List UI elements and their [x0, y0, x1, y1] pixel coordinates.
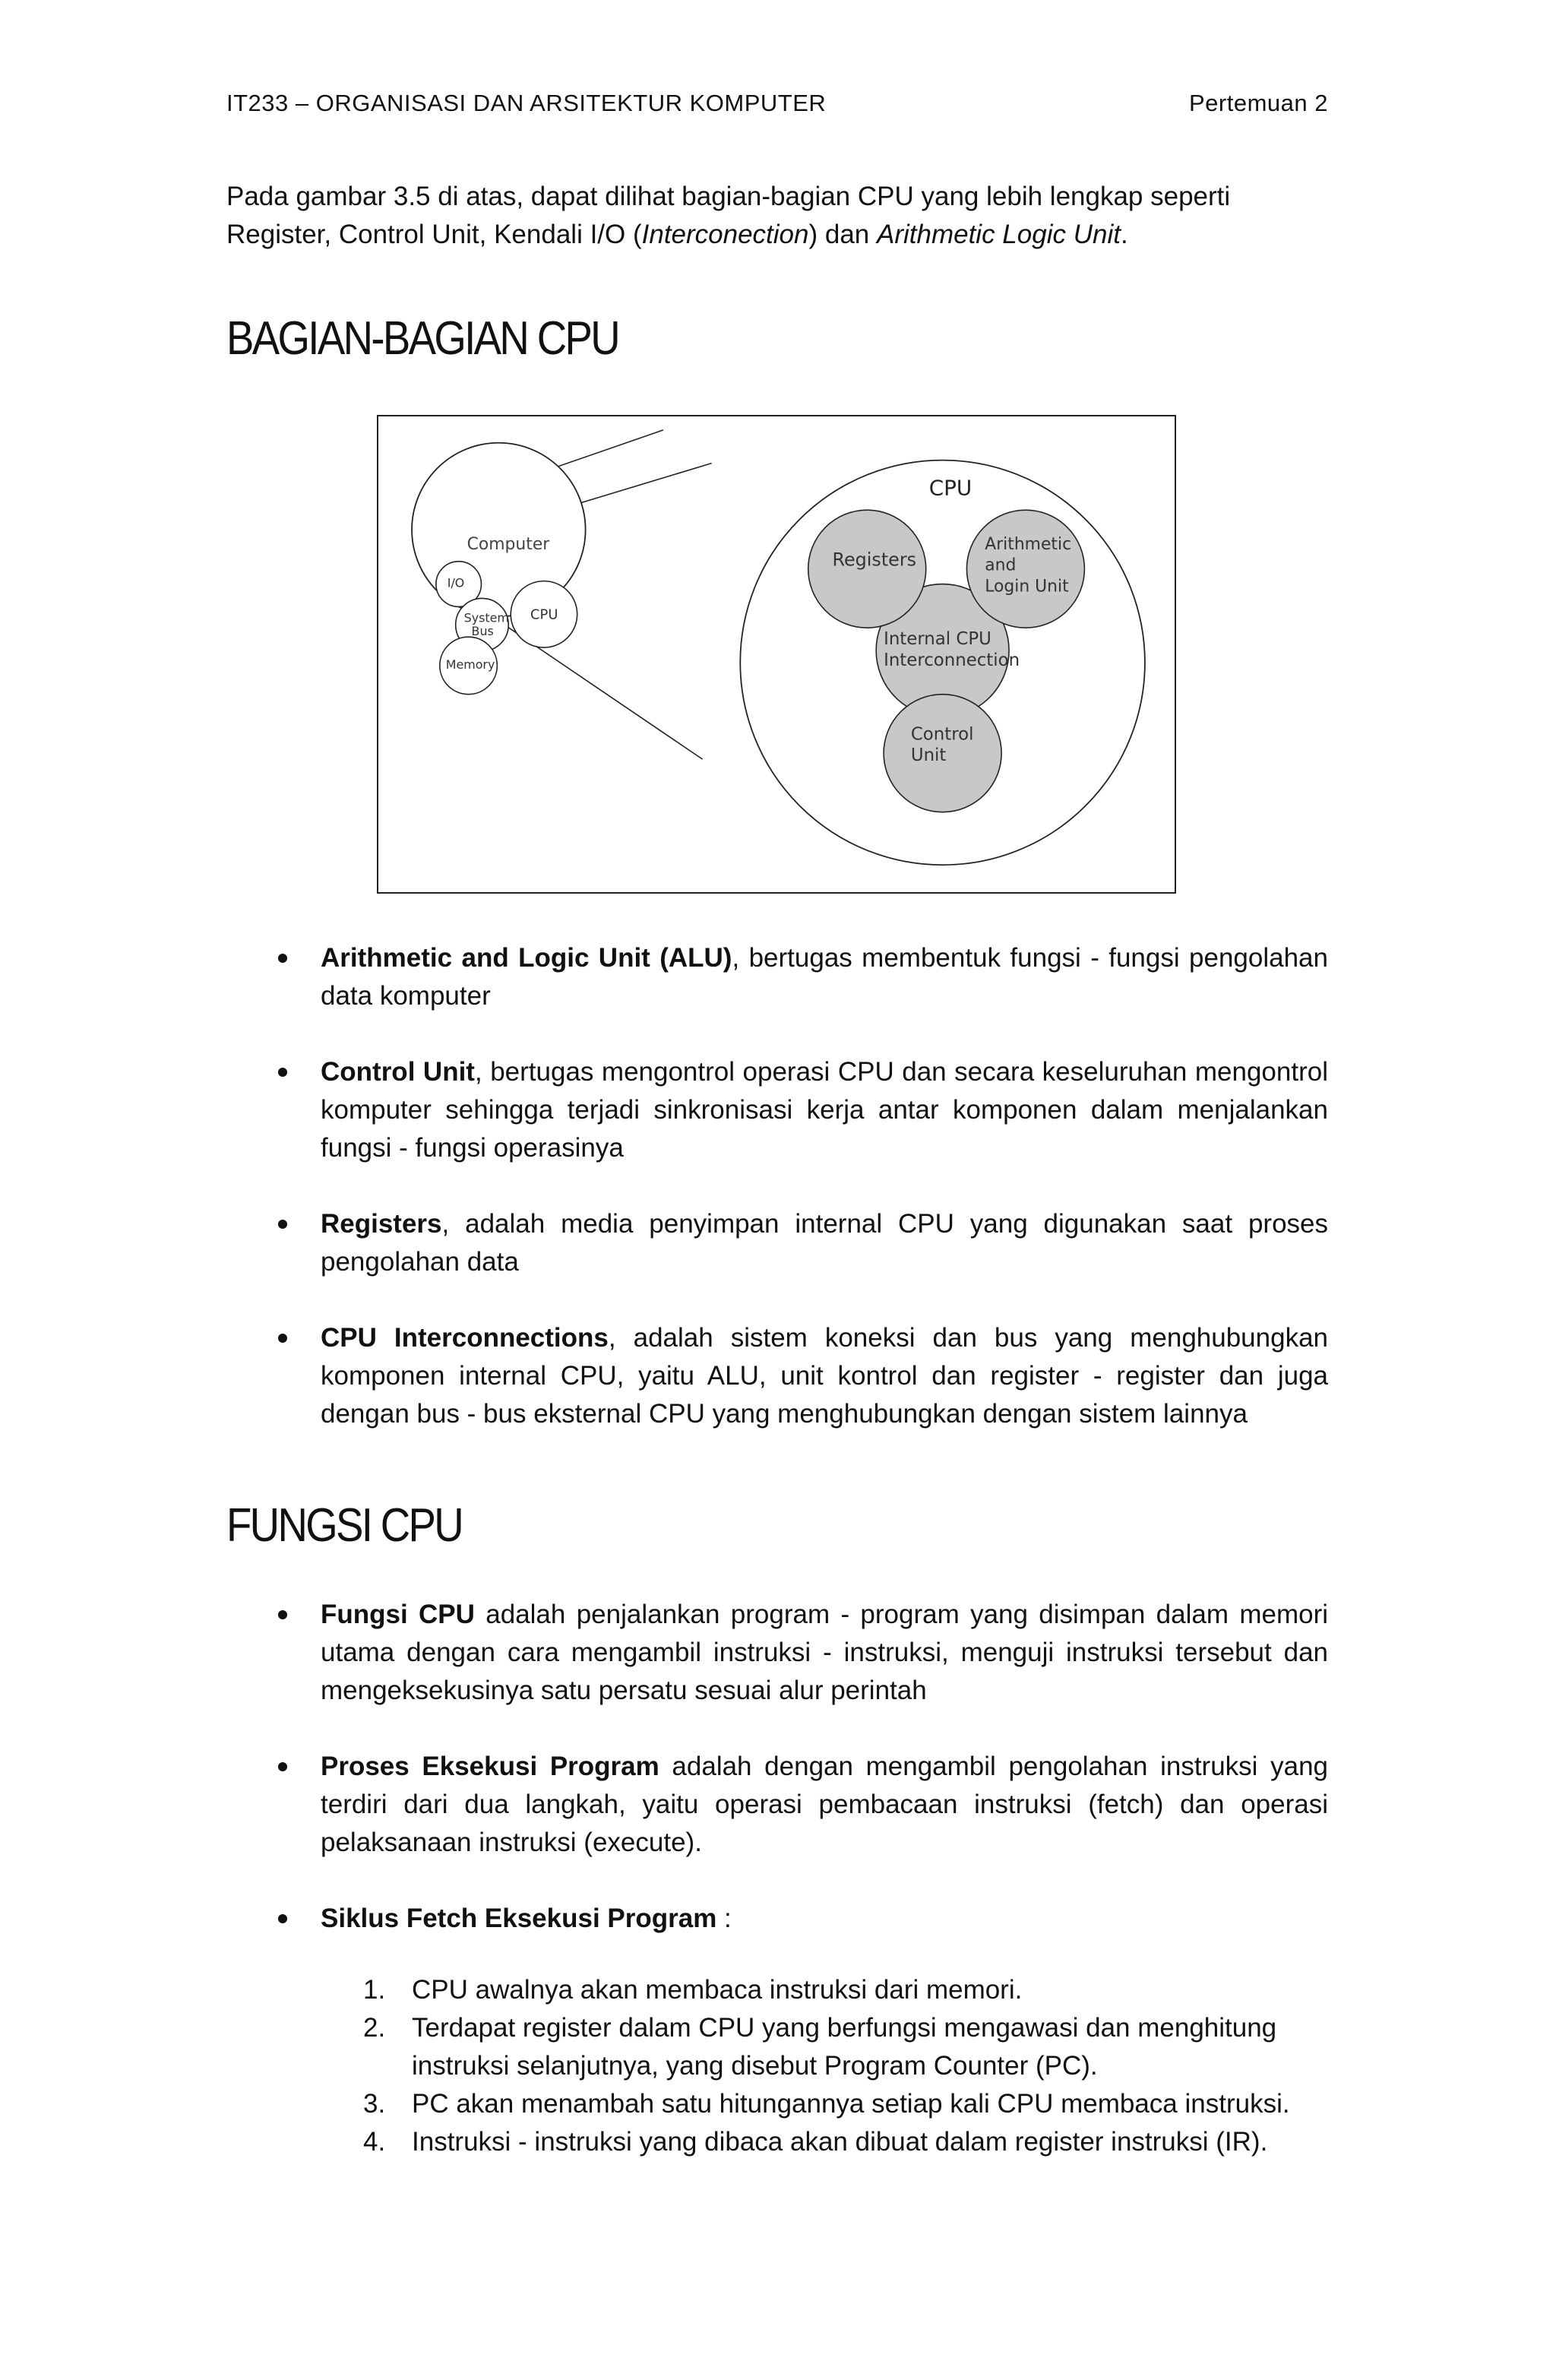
control-unit-label-2: Unit — [910, 745, 947, 766]
intro-paragraph: Pada gambar 3.5 di atas, dapat dilihat bagian-bagian CPU yang lebih lengkap seperti Register, Control Unit, Kendali I/O (Interconection) dan Arithmetic Logic Unit. — [226, 182, 1231, 249]
registers-label: Registers — [832, 549, 917, 571]
list-item: Proses Eksekusi Program adalah dengan mengambil pengolahan instruksi yang terdiri dari dua langkah, yaitu operasi pembacaan instruksi (fetch) dan operasi pelaksanaan instruksi (execute). — [266, 1748, 1328, 1862]
fetch-cycle-steps — [357, 1971, 1337, 2161]
computer-label: Computer — [466, 534, 550, 554]
step-number: 2. — [363, 2013, 386, 2043]
list-item: 4. Instruksi - instruksi yang dibaca akan dibuat dalam register instruksi (IR). — [357, 2123, 1337, 2161]
section-heading-fungsi-cpu: FUNGSI CPU — [226, 1499, 463, 1552]
interconnection-label-1: Internal CPU — [884, 629, 991, 650]
bullet-dot — [278, 1068, 287, 1077]
list-item: Arithmetic and Logic Unit (ALU), bertugas membentuk fungsi - fungsi pengolahan data komputer — [266, 939, 1328, 1015]
list-item: CPU Interconnections, adalah sistem koneksi dan bus yang menghubungkan komponen internal CPU, yaitu ALU, unit kontrol dan register - register dan juga dengan bus - bus eksternal CPU yang menghubungkan dengan sistem lainnya — [266, 1319, 1328, 1433]
control-unit-label-1: Control — [910, 724, 974, 745]
section-heading-bagian-cpu: BAGIAN-BAGIAN CPU — [226, 312, 618, 365]
alu-label-3: Login Unit — [985, 577, 1069, 597]
list-item: Siklus Fetch Eksekusi Program : — [266, 1900, 1328, 1938]
interconnection-label-2: Interconnection — [884, 650, 1020, 670]
list-item: Registers, adalah media penyimpan internal CPU yang digunakan saat proses pengolahan data — [266, 1205, 1328, 1281]
step-number: 1. — [363, 1975, 386, 2005]
io-label: I/O — [447, 575, 465, 590]
cpu-large-label: CPU — [928, 475, 972, 501]
alu-label-1: Arithmetic — [985, 534, 1072, 554]
list-item: 1. CPU awalnya akan membaca instruksi dari memori. — [357, 1971, 1337, 2009]
list-item: Fungsi CPU adalah penjalankan program - program yang disimpan dalam memori utama dengan cara mengambil instruksi - instruksi, menguji instruksi tersebut dan mengeksekusinya satu persatu sesuai alur perintah — [266, 1596, 1328, 1710]
bullet-dot — [278, 1610, 287, 1619]
step-number: 4. — [363, 2127, 386, 2157]
cpu-structure-figure — [377, 415, 1176, 894]
list-item: 2. Terdapat register dalam CPU yang berfungsi mengawasi dan menghitung instruksi selanjutnya, yang disebut Program Counter (PC). — [357, 2009, 1337, 2085]
alu-label-2: and — [985, 555, 1017, 575]
bullet-dot — [278, 1334, 287, 1343]
bullet-dot — [278, 1220, 287, 1229]
cpu-structure-diagram — [378, 416, 1175, 892]
memory-label: Memory — [445, 657, 495, 672]
step-number: 3. — [363, 2089, 386, 2119]
system-bus-label-2: Bus — [471, 624, 494, 639]
cpu-small-label: CPU — [530, 606, 558, 623]
system-bus-label-1: System — [463, 610, 509, 625]
bullet-dot — [278, 1914, 287, 1923]
running-header-meeting: Pertemuan 2 — [1189, 90, 1328, 116]
bullet-dot — [278, 954, 287, 963]
bullet-dot — [278, 1762, 287, 1771]
cpu-parts-list — [266, 939, 1328, 1433]
cpu-function-list — [266, 1596, 1328, 1938]
list-item: 3. PC akan menambah satu hitungannya setiap kali CPU membaca instruksi. — [357, 2085, 1337, 2123]
list-item: Control Unit, bertugas mengontrol operasi CPU dan secara keseluruhan mengontrol komputer sehingga terjadi sinkronisasi kerja antar komponen dalam menjalankan fungsi - fungsi operasinya — [266, 1053, 1328, 1167]
running-header-title: IT233 – ORGANISASI DAN ARSITEKTUR KOMPUTER — [226, 90, 827, 116]
